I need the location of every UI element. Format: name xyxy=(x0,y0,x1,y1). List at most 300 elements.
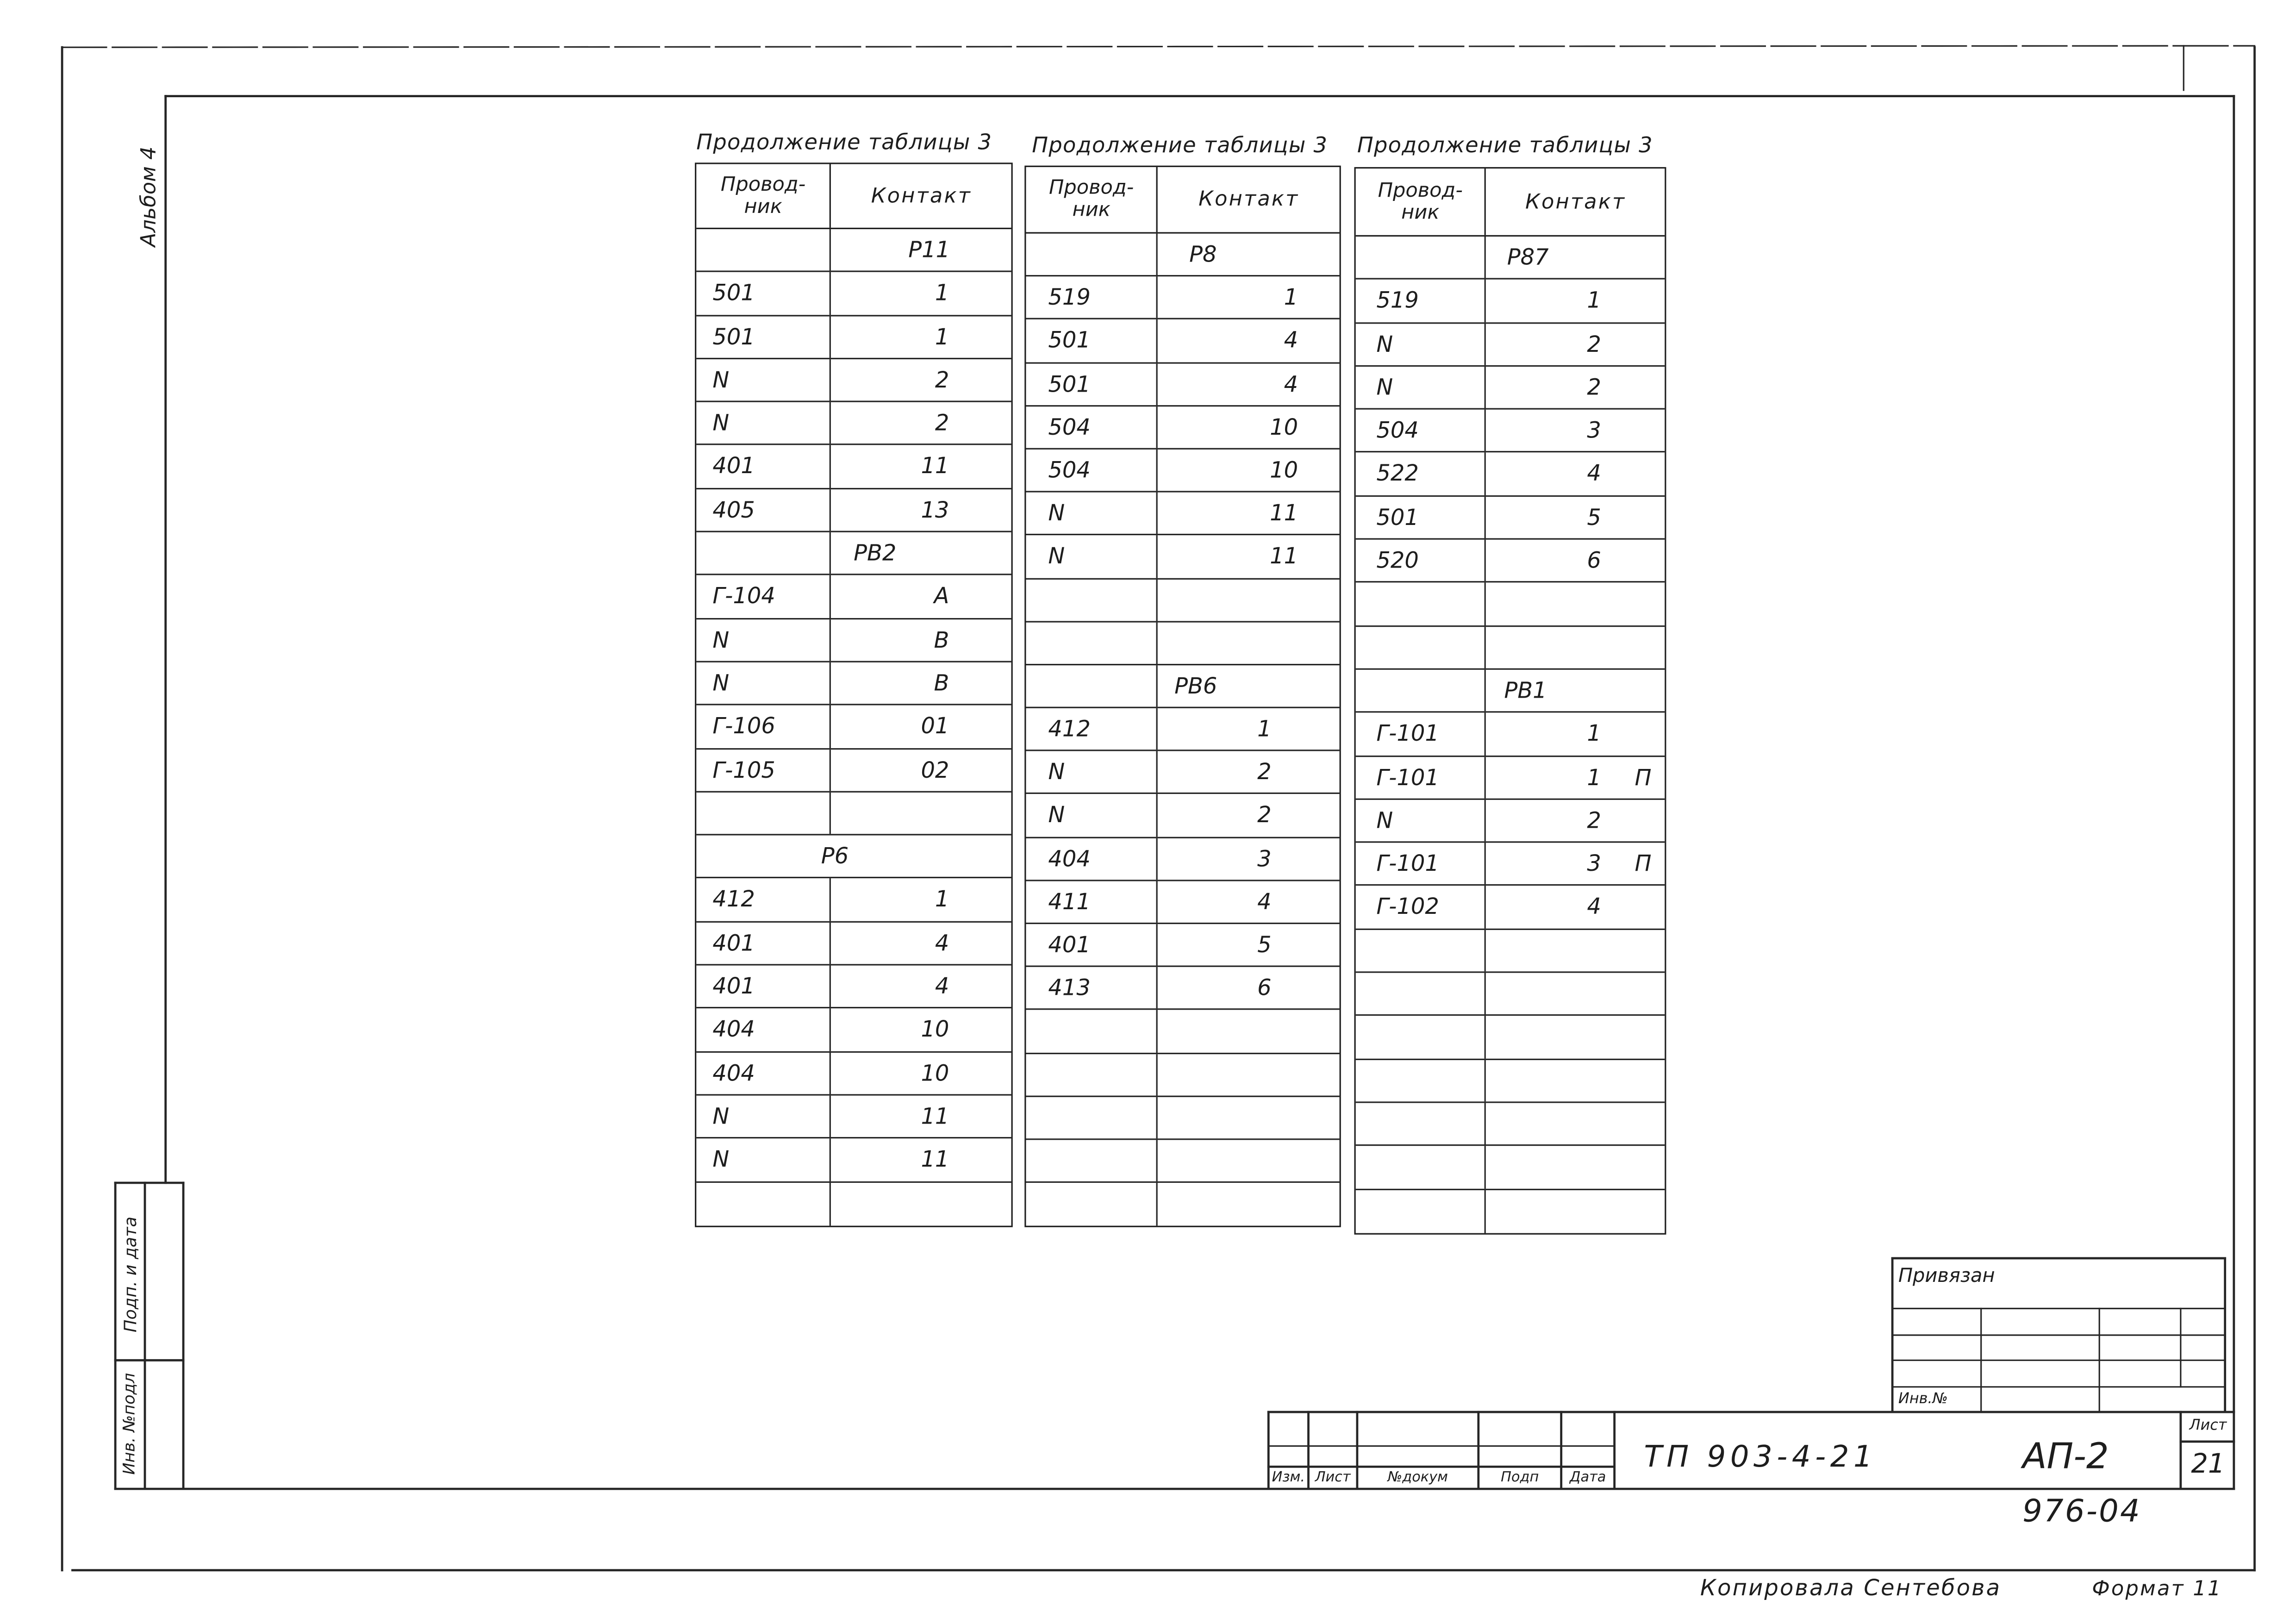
wire-cell: N xyxy=(1026,751,1158,793)
table-header xyxy=(696,164,1011,230)
empty-row xyxy=(1356,626,1665,670)
table-row xyxy=(696,619,1011,662)
contact-cell xyxy=(831,1182,1011,1226)
contact-cell xyxy=(1486,1190,1665,1233)
table-row xyxy=(1026,493,1339,536)
wire-cell: Г-101 xyxy=(1356,843,1486,885)
wire-cell xyxy=(1026,234,1158,275)
contact-value: В xyxy=(934,626,949,653)
contact-cell xyxy=(1486,583,1665,625)
album-label: Альбом 4 xyxy=(137,146,162,247)
table-row xyxy=(696,359,1011,403)
contact-cell xyxy=(1158,751,1340,793)
empty-row xyxy=(696,792,1011,836)
wire-cell: 501 xyxy=(1356,496,1486,538)
header-wire-line-1: Провод- xyxy=(1048,176,1134,200)
header-wire-line-1: Провод- xyxy=(1378,178,1463,202)
contact-value: 6 xyxy=(1257,974,1272,1001)
contact-cell xyxy=(831,706,1011,747)
wire-cell: Г-105 xyxy=(696,749,831,791)
wire-cell: Г-101 xyxy=(1356,713,1486,755)
wire-cell: 519 xyxy=(1026,277,1158,319)
contact-value: 4 xyxy=(1587,460,1601,487)
table-row xyxy=(1026,881,1339,924)
table-row xyxy=(1026,924,1339,967)
sheet-format-label: Формат 11 xyxy=(2092,1577,2222,1601)
contact-cell xyxy=(1486,1016,1665,1058)
wire-cell: N xyxy=(696,1095,831,1137)
contact-cell xyxy=(1486,367,1665,408)
contact-cell xyxy=(1158,450,1340,491)
empty-row xyxy=(1356,930,1665,973)
wire-cell xyxy=(1026,1183,1158,1226)
header-wire-line-2: ник xyxy=(1401,200,1440,224)
relay-row xyxy=(1026,665,1339,708)
relay-label: РВ6 xyxy=(1174,672,1217,700)
contact-cell xyxy=(1158,320,1340,362)
contact-cell xyxy=(1158,838,1340,880)
header-contact: Контакт xyxy=(1198,187,1299,212)
contact-cell xyxy=(1158,665,1340,707)
table-header xyxy=(1026,167,1339,234)
wire-cell: 412 xyxy=(1026,708,1158,750)
contact-note: П xyxy=(1635,850,1652,877)
wire-cell: N xyxy=(1026,493,1158,534)
wire-cell xyxy=(696,532,831,574)
table-row xyxy=(696,966,1011,1009)
contact-value: 1 xyxy=(935,886,949,913)
table-row xyxy=(1026,277,1339,320)
contact-cell xyxy=(1486,800,1665,841)
table-row xyxy=(1026,320,1339,363)
table-row xyxy=(696,749,1011,793)
relay-row xyxy=(1356,237,1665,280)
contact-cell xyxy=(1486,237,1665,278)
wire-cell xyxy=(1356,1103,1486,1144)
header-wire xyxy=(1356,169,1486,235)
wire-cell xyxy=(1026,1011,1158,1052)
wire-cell: 504 xyxy=(1026,450,1158,491)
contact-cell xyxy=(831,619,1011,661)
wire-cell xyxy=(696,836,831,877)
wire-cell: 501 xyxy=(1026,320,1158,362)
contact-cell xyxy=(1486,323,1665,365)
table-row xyxy=(1356,410,1665,453)
table-row xyxy=(696,446,1011,489)
wire-cell: N xyxy=(696,662,831,704)
contact-value: 4 xyxy=(1284,327,1298,354)
contact-cell xyxy=(1158,406,1340,448)
contact-value: 4 xyxy=(1587,893,1601,920)
header-contact: Контакт xyxy=(1525,190,1626,214)
relay-row xyxy=(1026,234,1339,277)
wire-cell: Г-106 xyxy=(696,706,831,747)
signature-date-label: Подп. и дата xyxy=(119,1216,141,1333)
contact-value: 5 xyxy=(1257,931,1272,958)
binding-block-inventory-label: Инв.№ xyxy=(1898,1391,1948,1408)
relay-label: РВ2 xyxy=(854,539,897,567)
table-row xyxy=(696,1052,1011,1096)
table-row xyxy=(1356,843,1665,887)
contact-cell xyxy=(1158,1011,1340,1052)
empty-row xyxy=(1356,973,1665,1017)
relay-label: РВ1 xyxy=(1504,677,1547,704)
wire-cell: N xyxy=(696,402,831,444)
table-row xyxy=(696,402,1011,446)
column-label-revision: Изм. xyxy=(1272,1469,1305,1486)
wire-cell: 404 xyxy=(696,1052,831,1094)
contact-value: 2 xyxy=(1257,802,1272,829)
contact-cell xyxy=(831,1009,1011,1050)
contact-cell xyxy=(831,792,1011,834)
empty-row xyxy=(1026,1097,1339,1140)
table-row xyxy=(1356,800,1665,843)
contact-value: 1 xyxy=(935,280,949,307)
contact-cell xyxy=(1158,924,1340,966)
wire-cell: 401 xyxy=(696,922,831,964)
contact-value: 2 xyxy=(935,366,949,394)
table-row xyxy=(696,1139,1011,1182)
contact-value: 4 xyxy=(935,973,949,1000)
table-row xyxy=(1026,967,1339,1010)
contact-cell xyxy=(1486,1060,1665,1101)
contact-value: В xyxy=(934,669,949,697)
wire-cell xyxy=(1356,973,1486,1015)
contact-cell xyxy=(1158,1183,1340,1226)
empty-row xyxy=(1356,583,1665,627)
wire-cell: N xyxy=(696,1139,831,1181)
wire-cell: Г-104 xyxy=(696,576,831,618)
table-row xyxy=(1026,838,1339,881)
sheet-label: Лист xyxy=(2189,1418,2227,1434)
wire-cell xyxy=(1356,930,1486,971)
header-wire-line-1: Провод- xyxy=(720,172,806,196)
table-row xyxy=(1026,406,1339,449)
wire-cell: 501 xyxy=(1026,363,1158,405)
contact-value: 11 xyxy=(1270,543,1298,570)
contact-cell xyxy=(831,576,1011,618)
contact-cell xyxy=(821,836,1011,877)
contact-cell xyxy=(1486,410,1665,451)
table-row xyxy=(1356,713,1665,756)
contact-cell xyxy=(1486,1103,1665,1144)
empty-row xyxy=(1356,1190,1665,1233)
contact-value: 1 xyxy=(1257,715,1272,743)
relay-row xyxy=(696,836,1011,879)
contact-cell xyxy=(831,229,1011,271)
wire-cell: N xyxy=(1026,794,1158,836)
relay-row xyxy=(696,229,1011,273)
wire-cell xyxy=(1356,626,1486,668)
contact-cell xyxy=(831,749,1011,791)
contact-cell xyxy=(1158,493,1340,534)
wire-cell: 401 xyxy=(696,446,831,487)
empty-row xyxy=(1026,1011,1339,1054)
wire-cell: 401 xyxy=(1026,924,1158,966)
wire-cell: 404 xyxy=(1026,838,1158,880)
table-row xyxy=(1356,756,1665,800)
contact-cell xyxy=(831,316,1011,357)
contact-value: 4 xyxy=(1257,888,1272,915)
contact-value: 11 xyxy=(921,453,949,480)
contact-cell xyxy=(1486,973,1665,1015)
relay-label: Р8 xyxy=(1189,241,1217,268)
contact-cell xyxy=(1158,363,1340,405)
wire-cell xyxy=(1356,1146,1486,1188)
contact-cell xyxy=(1486,1146,1665,1188)
table-row xyxy=(1026,751,1339,794)
contact-value: 1 xyxy=(1587,720,1601,747)
contact-cell xyxy=(1158,622,1340,664)
connection-table-1 xyxy=(695,162,1013,1227)
contact-cell xyxy=(1158,881,1340,923)
wire-cell: N xyxy=(1356,800,1486,841)
contact-value: 3 xyxy=(1587,850,1601,877)
contact-value: 4 xyxy=(1284,370,1298,397)
table-3-title: Продолжение таблицы 3 xyxy=(1357,134,1653,158)
wire-cell xyxy=(1026,622,1158,664)
table-row xyxy=(1356,540,1665,583)
connection-table-3 xyxy=(1354,167,1666,1234)
header-wire-line-2: ник xyxy=(1072,198,1111,222)
contact-cell xyxy=(1158,967,1340,1009)
contact-cell xyxy=(831,359,1011,401)
wire-cell: 504 xyxy=(1026,406,1158,448)
wire-cell xyxy=(1026,579,1158,620)
column-label-document-number: №докум xyxy=(1387,1469,1448,1486)
wire-cell: 413 xyxy=(1026,967,1158,1009)
contact-value: 3 xyxy=(1257,845,1272,872)
project-designation: ТП 903-4-21 xyxy=(1644,1438,1877,1474)
wire-cell: N xyxy=(1356,367,1486,408)
wire-cell: N xyxy=(1026,536,1158,577)
wire-cell: Г-102 xyxy=(1356,887,1486,928)
wire-cell xyxy=(1026,665,1158,707)
sheet-number: 21 xyxy=(2191,1449,2225,1480)
sheet-code: АП-2 xyxy=(2022,1436,2109,1477)
empty-row xyxy=(696,1182,1011,1226)
table-body xyxy=(1356,237,1665,1233)
contact-value: 2 xyxy=(1257,759,1272,786)
contact-cell xyxy=(1486,713,1665,755)
contact-cell xyxy=(831,489,1011,531)
header-wire xyxy=(1026,167,1158,232)
wire-cell: 519 xyxy=(1356,280,1486,322)
table-row xyxy=(696,576,1011,619)
column-label-sheet: Лист xyxy=(1315,1469,1351,1486)
table-body xyxy=(696,229,1011,1225)
wire-cell xyxy=(1356,237,1486,278)
wire-cell xyxy=(1356,1190,1486,1233)
wire-cell: 501 xyxy=(696,273,831,314)
wire-cell: N xyxy=(696,619,831,661)
wire-cell: Г-101 xyxy=(1356,756,1486,798)
table-row xyxy=(1356,453,1665,497)
empty-row xyxy=(1026,579,1339,622)
contact-cell xyxy=(831,879,1011,921)
wire-cell xyxy=(696,229,831,271)
contact-value: 01 xyxy=(921,713,949,740)
table-header xyxy=(1356,169,1665,237)
inventory-number-label: Инв. №подл xyxy=(119,1373,139,1475)
contact-cell xyxy=(1486,843,1665,885)
wire-cell: 404 xyxy=(696,1009,831,1050)
contact-cell xyxy=(831,402,1011,444)
contact-value: 3 xyxy=(1587,417,1601,444)
column-label-date: Дата xyxy=(1569,1469,1606,1486)
contact-cell xyxy=(831,1052,1011,1094)
contact-cell xyxy=(1486,887,1665,928)
relay-row xyxy=(696,532,1011,576)
table-row xyxy=(696,1009,1011,1052)
table-row xyxy=(696,489,1011,532)
table-2-title: Продолжение таблицы 3 xyxy=(1032,134,1328,158)
wire-cell: 412 xyxy=(696,879,831,921)
empty-row xyxy=(1356,1146,1665,1190)
contact-cell xyxy=(831,532,1011,574)
wire-cell: 522 xyxy=(1356,453,1486,495)
contact-cell xyxy=(1486,626,1665,668)
contact-value: 1 xyxy=(1284,284,1298,311)
contact-cell xyxy=(1486,670,1665,712)
wire-cell: N xyxy=(696,359,831,401)
relay-row xyxy=(1356,670,1665,713)
contact-note: П xyxy=(1635,763,1652,791)
table-row xyxy=(696,316,1011,359)
wire-cell: 501 xyxy=(696,316,831,357)
wire-cell: 504 xyxy=(1356,410,1486,451)
contact-value: А xyxy=(934,583,949,610)
empty-row xyxy=(1026,622,1339,665)
contact-cell xyxy=(1486,930,1665,971)
contact-cell xyxy=(831,1139,1011,1181)
empty-row xyxy=(1356,1016,1665,1060)
contact-value: 4 xyxy=(935,930,949,956)
wire-cell: 520 xyxy=(1356,540,1486,581)
contact-cell xyxy=(1158,1054,1340,1095)
binding-block-title: Привязан xyxy=(1898,1265,1995,1288)
contact-cell xyxy=(831,662,1011,704)
wire-cell xyxy=(1356,1060,1486,1101)
contact-value: 10 xyxy=(921,1059,949,1087)
contact-cell xyxy=(1158,1140,1340,1181)
contact-cell xyxy=(831,1095,1011,1137)
contact-cell xyxy=(1158,1097,1340,1138)
table-row xyxy=(1026,536,1339,579)
contact-value: 02 xyxy=(921,756,949,783)
contact-cell xyxy=(1158,277,1340,319)
wire-cell xyxy=(1356,583,1486,625)
table-row xyxy=(1356,367,1665,410)
contact-cell xyxy=(1158,579,1340,620)
wire-cell xyxy=(1356,1016,1486,1058)
table-row xyxy=(696,662,1011,706)
connection-table-2 xyxy=(1024,166,1341,1228)
copied-by-label: Копировала Сентебова xyxy=(1700,1574,2002,1601)
table-row xyxy=(1026,450,1339,493)
contact-value: 5 xyxy=(1587,504,1601,531)
wire-cell xyxy=(1026,1097,1158,1138)
contact-cell xyxy=(1486,453,1665,495)
contact-value: 1 xyxy=(1587,763,1601,791)
contact-value: 2 xyxy=(1587,331,1601,357)
table-row xyxy=(1356,280,1665,324)
empty-row xyxy=(1026,1140,1339,1183)
table-row xyxy=(1356,887,1665,930)
table-1-title: Продолжение таблицы 3 xyxy=(696,131,992,156)
contact-value: 2 xyxy=(1587,374,1601,401)
contact-cell xyxy=(1486,496,1665,538)
wire-cell: N xyxy=(1356,323,1486,365)
contact-cell xyxy=(831,446,1011,487)
contact-cell xyxy=(1486,540,1665,581)
contact-cell xyxy=(1486,280,1665,322)
relay-label: Р11 xyxy=(908,237,950,263)
contact-value: 11 xyxy=(921,1146,949,1173)
table-row xyxy=(696,1095,1011,1139)
table-row xyxy=(696,922,1011,966)
contact-value: 6 xyxy=(1587,547,1601,574)
wire-cell xyxy=(1026,1140,1158,1181)
table-body xyxy=(1026,234,1339,1226)
contact-value: 2 xyxy=(1587,807,1601,834)
table-row xyxy=(1026,794,1339,837)
empty-row xyxy=(1026,1183,1339,1226)
contact-value: 10 xyxy=(1270,456,1298,484)
contact-cell xyxy=(1486,756,1665,798)
empty-row xyxy=(1356,1103,1665,1146)
wire-cell: 411 xyxy=(1026,881,1158,923)
drawing-number: 976-04 xyxy=(2022,1493,2141,1529)
contact-value: 13 xyxy=(921,496,949,523)
column-label-signature: Подп xyxy=(1501,1469,1539,1486)
header-wire-line-2: ник xyxy=(744,194,782,219)
wire-cell xyxy=(1356,670,1486,712)
wire-cell: 405 xyxy=(696,489,831,531)
wire-cell xyxy=(696,1182,831,1226)
table-row xyxy=(696,273,1011,316)
contact-cell xyxy=(1158,536,1340,577)
table-row xyxy=(696,706,1011,749)
wire-cell xyxy=(696,792,831,834)
table-row xyxy=(1026,708,1339,751)
contact-value: 11 xyxy=(1270,500,1298,527)
contact-value: 10 xyxy=(1270,413,1298,440)
contact-value: 2 xyxy=(935,410,949,437)
wire-cell xyxy=(1026,1054,1158,1095)
contact-value: 10 xyxy=(921,1016,949,1043)
outer-frame-top-line xyxy=(62,46,2184,47)
wire-cell: 401 xyxy=(696,966,831,1007)
contact-cell xyxy=(831,922,1011,964)
contact-cell xyxy=(1158,708,1340,750)
contact-cell xyxy=(1158,794,1340,836)
header-contact: Контакт xyxy=(871,184,972,208)
table-row xyxy=(1026,363,1339,406)
empty-row xyxy=(1026,1054,1339,1097)
contact-cell xyxy=(831,966,1011,1007)
contact-value: 1 xyxy=(935,323,949,350)
table-row xyxy=(1356,496,1665,540)
contact-cell xyxy=(831,273,1011,314)
contact-value: 1 xyxy=(1587,287,1601,314)
relay-label: Р87 xyxy=(1507,244,1549,271)
contact-value: 11 xyxy=(921,1103,949,1130)
relay-label: Р6 xyxy=(821,843,849,870)
table-row xyxy=(1356,323,1665,367)
table-row xyxy=(696,879,1011,923)
header-wire xyxy=(696,164,831,228)
